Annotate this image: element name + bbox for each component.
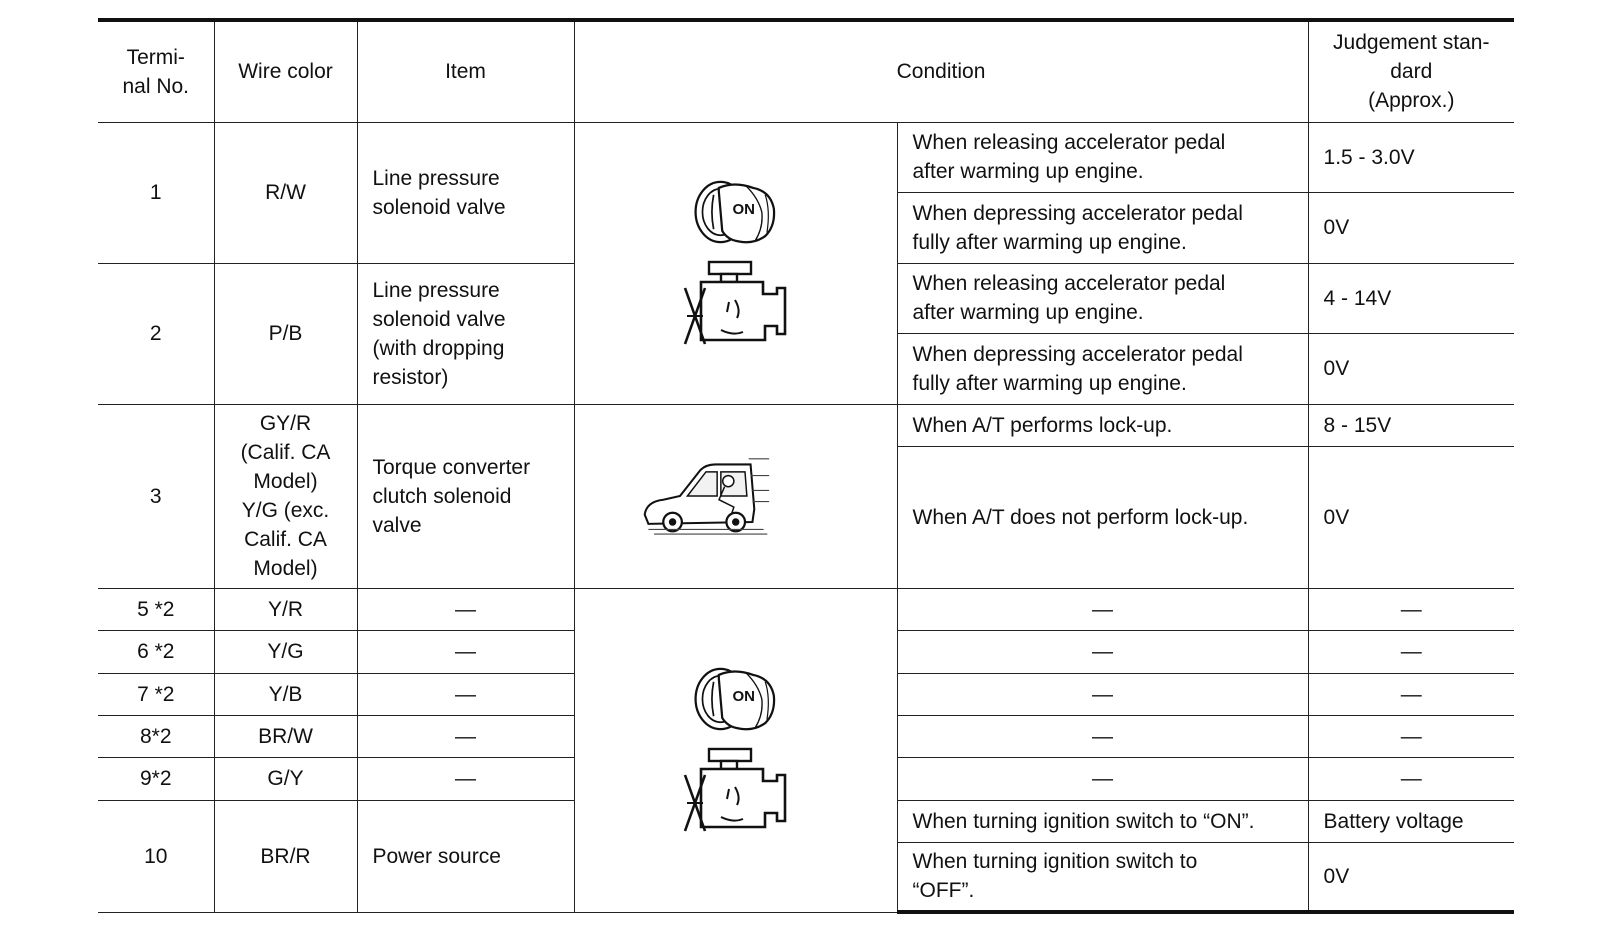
condition-cell: When turning ignition switch to “OFF”. [897,842,1308,912]
terminal-no-cell: 6 *2 [98,630,214,673]
terminal-no-cell: 7 *2 [98,673,214,715]
header-row [98,20,1514,122]
condition-cell: — [897,715,1308,757]
terminal-no-cell: 9*2 [98,757,214,800]
table-row [98,588,1514,630]
engine-running-icon [680,747,792,839]
item-cell: — [357,757,574,800]
judgement-cell: — [1308,715,1514,757]
condition-cell: When A/T performs lock-up. [897,404,1308,446]
wire-color-cell: Y/R [214,588,357,630]
judgement-cell: — [1308,757,1514,800]
header-terminal-no: Termi- nal No. [98,20,214,122]
terminal-no-cell: 10 [98,800,214,912]
condition-icon-cell [574,122,897,404]
judgement-cell: 0V [1308,446,1514,588]
key-on-label: ON [732,201,755,218]
condition-icon-cell [574,588,897,912]
item-cell: Power source [357,800,574,912]
judgement-cell: 4 - 14V [1308,263,1514,333]
wire-color-cell: Y/B [214,673,357,715]
wire-color-cell: R/W [214,122,357,263]
condition-cell: When A/T does not perform lock-up. [897,446,1308,588]
condition-cell: When releasing accelerator pedal after warming up engine. [897,263,1308,333]
ignition-key-icon [693,661,779,737]
condition-cell: When depressing accelerator pedal fully after warming up engine. [897,333,1308,404]
judgement-cell: — [1308,673,1514,715]
wire-color-cell: BR/R [214,800,357,912]
key-on-label: ON [732,688,755,705]
judgement-cell: Battery voltage [1308,800,1514,842]
item-cell: Torque converter clutch solenoid valve [357,404,574,588]
judgement-cell: 8 - 15V [1308,404,1514,446]
table-row [98,122,1514,192]
condition-cell: — [897,630,1308,673]
judgement-cell: — [1308,630,1514,673]
condition-cell: When releasing accelerator pedal after warming up engine. [897,122,1308,192]
item-cell: — [357,715,574,757]
item-cell: Line pressure solenoid valve [357,122,574,263]
judgement-cell: 0V [1308,842,1514,912]
item-cell: — [357,673,574,715]
header-item: Item [357,20,574,122]
judgement-cell: 0V [1308,333,1514,404]
condition-cell: — [897,588,1308,630]
terminal-no-cell: 5 *2 [98,588,214,630]
item-cell: — [357,630,574,673]
header-wire-color: Wire color [214,20,357,122]
car-driving-icon [641,453,771,539]
wire-color-cell: GY/R (Calif. CA Model) Y/G (exc. Calif. CA Model) [214,404,357,588]
ignition-key-icon [693,174,779,250]
terminal-no-cell: 8*2 [98,715,214,757]
header-condition: Condition [574,20,1308,122]
condition-cell: When turning ignition switch to “ON”. [897,800,1308,842]
terminal-no-cell: 3 [98,404,214,588]
judgement-cell: 1.5 - 3.0V [1308,122,1514,192]
condition-cell: — [897,757,1308,800]
wire-color-cell: G/Y [214,757,357,800]
terminal-no-cell: 2 [98,263,214,404]
judgement-cell: — [1308,588,1514,630]
condition-cell: When depressing accelerator pedal fully after warming up engine. [897,192,1308,263]
condition-icon-cell [574,404,897,588]
wire-color-cell: Y/G [214,630,357,673]
wire-color-cell: BR/W [214,715,357,757]
condition-cell: — [897,673,1308,715]
judgement-cell: 0V [1308,192,1514,263]
terminal-no-cell: 1 [98,122,214,263]
header-judgement-standard: Judgement stan- dard (Approx.) [1308,20,1514,122]
terminal-inspection-table [98,18,1514,914]
item-cell: Line pressure solenoid valve (with dropping resistor) [357,263,574,404]
engine-running-icon [680,260,792,352]
wire-color-cell: P/B [214,263,357,404]
table-row [98,404,1514,446]
item-cell: — [357,588,574,630]
